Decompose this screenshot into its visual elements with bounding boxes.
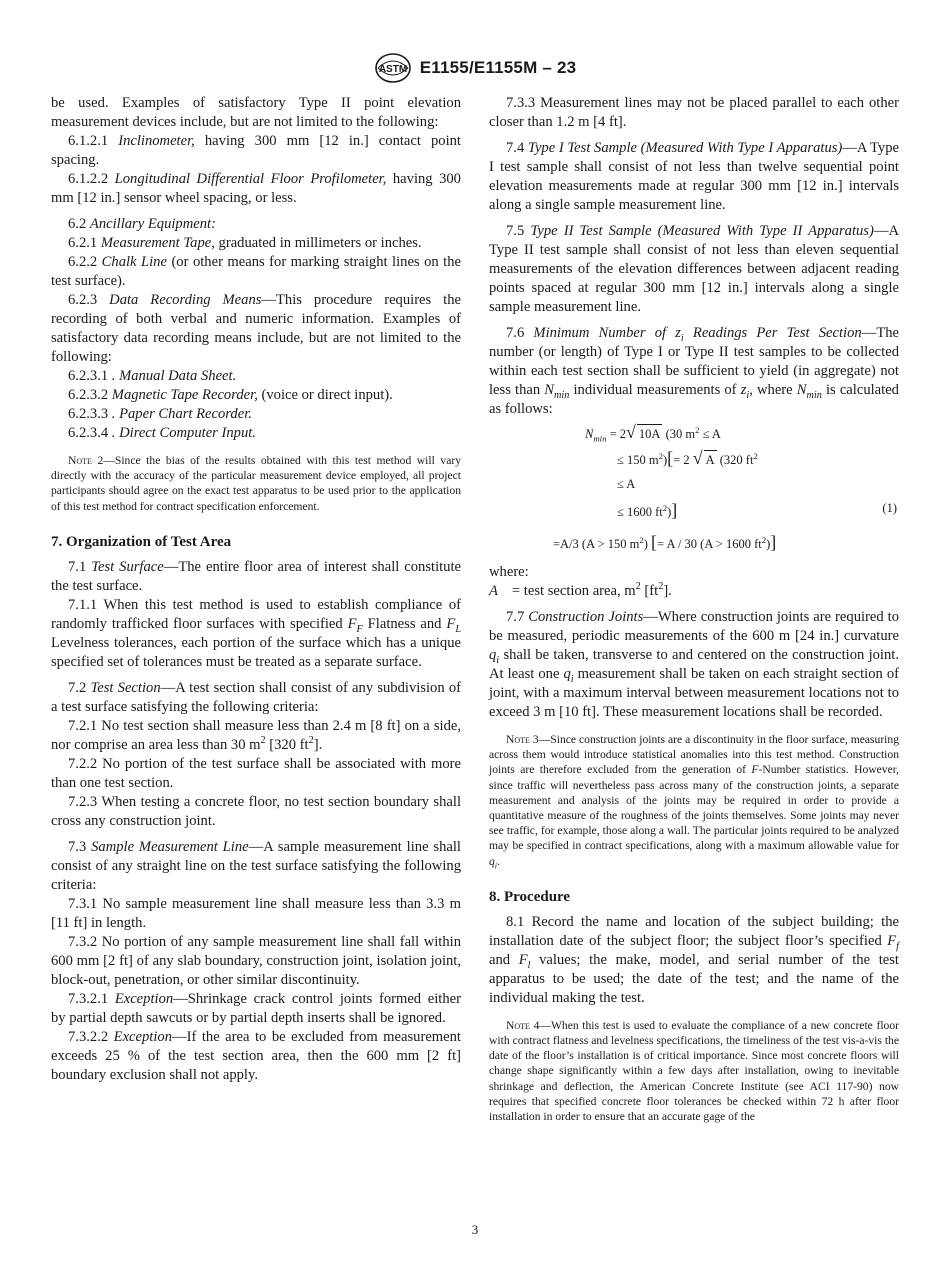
note-label: Note 2 <box>68 454 104 467</box>
section-text: —A sample measurement line shall consist of any straight line on the test surface satisfying the following criteria: <box>51 838 461 893</box>
text-run: ) <box>766 537 771 551</box>
section-text: having 300 mm [12 in.] sensor wheel spacing, or less. <box>51 171 461 206</box>
subscript: min <box>593 433 607 444</box>
subscript: F <box>356 623 363 635</box>
section-number: 6.2.3.2 <box>68 387 109 403</box>
section-number: 6.2.2 <box>68 254 98 270</box>
note-4 <box>489 1018 899 1124</box>
text-run: shall be taken, transverse to and centered on the construction joint. At least one <box>489 647 899 682</box>
section-heading-8: 8. Procedure <box>489 888 571 905</box>
text-run: is calculated as follows: <box>489 382 899 417</box>
astm-logo-text: ASTM <box>378 64 407 75</box>
astm-logo-icon <box>374 52 412 84</box>
where-definition <box>489 582 899 601</box>
section-title: Construction Joints <box>528 609 644 625</box>
section-title: Exception <box>113 1028 173 1045</box>
section-7-6 <box>489 324 899 419</box>
section-7-2-3: 7.2.3 When testing a concrete floor, no test section boundary shall cross any construction joint. <box>51 793 461 829</box>
note-3 <box>489 732 899 869</box>
note-text: —Since construction joints are a discontinuity in the floor surface, measuring across them would introduce statistical anomalies into this test method. Construction joints are therefore excluded from the generation of <box>489 733 899 777</box>
page-header <box>0 52 950 84</box>
section-number: 6.2 <box>68 216 87 232</box>
text-run: = 2 <box>673 453 690 467</box>
superscript: 2 <box>658 450 663 461</box>
equation-line-1 <box>585 423 721 444</box>
section-7-1-1 <box>51 596 461 672</box>
text-run: Flatness and <box>362 615 447 632</box>
subscript: L <box>455 623 461 635</box>
section-7-3-2-1 <box>51 990 461 1028</box>
section-6-1-2-1 <box>51 132 461 170</box>
text-run: 7.1.1 When this test method is used to establish compliance of randomly trafficked floor surfaces with specified <box>51 596 461 632</box>
section-title: Data Recording Means <box>109 292 262 308</box>
section-number: 7.1 <box>68 558 87 575</box>
text-run: measurement shall be taken on each straight section of joint, with a maximum interval between measurement locations not to exceed 3 m [10 ft]. These measurement locations shall be recorded. <box>489 666 899 720</box>
note-text: . <box>497 854 500 868</box>
section-text: —A test section shall consist of any subdivision of a test surface satisfying the following criteria: <box>51 679 461 715</box>
section-7-7 <box>489 608 899 722</box>
symbol: F <box>887 932 897 949</box>
page-number: 3 <box>471 1222 479 1237</box>
symbol: N <box>796 382 807 398</box>
section-6-2-3-4 <box>51 424 461 443</box>
section-title: Longitudinal Differential Floor Profilometer, <box>114 171 387 187</box>
symbol: N <box>544 382 555 398</box>
bracket: ] <box>671 500 678 520</box>
section-6-2-3 <box>51 291 461 367</box>
section-text: —A Type I test sample shall consist of not less than twelve sequential point elevation measurements made at regular 300 mm [12 in.] intervals along a single sample measurement line. <box>489 140 899 213</box>
radical-sign-icon: √ <box>692 448 703 468</box>
text-run: and <box>489 951 519 968</box>
text-run: ≤ A <box>699 427 721 441</box>
subscript: min <box>554 389 570 401</box>
text-run: —The number (or length) of Type I or Type II test samples to be collected within each test section shall be sufficient to yield (in aggregate) not less than <box>489 325 900 398</box>
section-number: 6.1.2.2 <box>68 171 109 187</box>
section-text: —This procedure requires the recording of both verbal and numeric information. Examples of satisfactory data recording means include, but are not limited to the following: <box>51 292 462 365</box>
section-number: 6.2.3.1 <box>68 368 109 384</box>
text-run: = 2 <box>606 427 627 441</box>
equation-number: (1) <box>882 501 897 515</box>
equation-line-5 <box>553 533 776 554</box>
note-text: —Since the bias of the results obtained with this test method will vary directly with the accuracy of the particular measurement device employed, all project participants should agree on the exact test apparatus to be used prior to the application of this test method for contract specification enforcement. <box>51 454 462 513</box>
section-6-2 <box>51 215 461 234</box>
superscript: 2 <box>308 734 314 746</box>
section-6-2-3-2 <box>51 386 461 405</box>
section-text: —Shrinkage crack control joints formed either by partial depth sawcuts or by partial depth inserts shall be ignored. <box>51 990 461 1026</box>
note-text: —When this test is used to evaluate the compliance of a new concrete floor with contract flatness and levelness specifications, the timeliness of the test vis-a-vis the date of the floor’s installation is of critical importance. Since most concrete floors will change shape significantly within a few days after installation, owing to inevitable shrinkage and deflection, the American Concrete Institute (see ACI 117-90) now requires that specified concrete floor tolerances be checked within 72 h after floor installation in order to ensure that an accurate gage of the <box>489 1018 899 1124</box>
superscript: 2 <box>761 534 767 545</box>
subscript: i <box>570 673 574 685</box>
section-title: Test Surface <box>91 558 164 575</box>
text-run: (30 m <box>662 427 696 441</box>
section-text: —If the area to be excluded from measurement exceeds 25 % of the test section area, then the 600 mm [2 ft] boundary exclusion shall not apply. <box>51 1028 461 1083</box>
text-run: =A/3 (A > 150 m <box>553 537 640 551</box>
subscript: i <box>746 389 750 401</box>
left-column <box>51 94 461 1085</box>
symbol: F <box>518 951 528 968</box>
section-title: Measurement Tape, <box>100 235 215 251</box>
right-column <box>489 94 899 1124</box>
section-8-1 <box>489 913 899 1008</box>
section-number: 7.7 <box>506 609 525 625</box>
superscript: 2 <box>260 734 266 746</box>
section-title: Inclinometer, <box>118 133 195 149</box>
section-6-2-1 <box>51 234 461 253</box>
section-7-1 <box>51 558 461 596</box>
text-run: ]. <box>313 736 323 753</box>
section-number: 6.2.3.3 <box>68 406 109 422</box>
symbol: F <box>751 763 759 777</box>
section-title: Magnetic Tape Recorder, <box>111 387 258 403</box>
radicand: 10A <box>637 424 663 444</box>
text-run: ≤ 1600 ft <box>617 505 663 519</box>
text-run: Levelness tolerances, each portion of the surface which has a unique specified set of tolerances must be treated as a separate surface. <box>51 634 461 670</box>
section-7-2-2: 7.2.2 No portion of the test surface shall be associated with more than one test section. <box>51 755 461 791</box>
section-text: (voice or direct input). <box>257 387 393 403</box>
section-number: 6.2.1 <box>68 235 98 251</box>
section-7-2 <box>51 679 461 717</box>
section-title: Minimum Number of <box>533 325 676 341</box>
paragraph-continued: be used. Examples of satisfactory Type II point elevation measurement devices include, but are not limited to the following: <box>51 95 461 130</box>
section-number: 7.3.2.2 <box>68 1028 109 1045</box>
subscript: i <box>680 332 684 344</box>
equation-1 <box>489 423 899 563</box>
text-run: ]. <box>663 583 672 599</box>
section-title: Type I Test Sample (Measured With Type I Apparatus) <box>527 140 843 156</box>
definition-text <box>512 582 672 601</box>
text-run: , where <box>749 382 797 398</box>
section-title: Test Section <box>90 679 161 696</box>
section-7-4 <box>489 139 899 215</box>
symbol: z <box>675 325 681 341</box>
section-number: 6.2.3 <box>68 292 98 308</box>
superscript: 2 <box>658 581 664 593</box>
section-title: Type II Test Sample (Measured With Type II Apparatus) <box>530 223 874 239</box>
superscript: 2 <box>662 502 668 513</box>
section-number: 7.5 <box>506 223 525 239</box>
superscript: 2 <box>695 424 700 435</box>
where-label: where: <box>489 564 529 580</box>
symbol: F <box>446 615 456 632</box>
section-number: 7.3 <box>68 838 87 855</box>
symbol: A <box>489 583 498 599</box>
symbol: z <box>740 382 747 398</box>
bracket: [ <box>667 448 674 468</box>
subscript: l <box>527 959 531 971</box>
section-heading-7: 7. Organization of Test Area <box>51 533 232 550</box>
radicand: A <box>704 450 717 470</box>
subscript: i <box>496 654 500 666</box>
section-number: 7.2 <box>68 679 87 696</box>
symbol: F <box>347 615 357 632</box>
text-run: (320 ft <box>716 453 754 467</box>
section-text: —The entire floor area of interest shall constitute the test surface. <box>51 558 462 594</box>
text-run: = A / 30 (A > 1600 ft <box>657 537 762 551</box>
section-text: having 300 mm [12 in.] contact point spacing. <box>51 133 461 168</box>
text-run: ≤ 150 m <box>617 453 659 467</box>
text-run: [ft <box>640 583 659 599</box>
section-title: Chalk Line <box>101 254 167 270</box>
section-number: 6.2.3.4 <box>68 425 109 441</box>
section-title: . Paper Chart Recorder. <box>111 406 252 422</box>
subscript: f <box>896 940 899 952</box>
superscript: 2 <box>753 450 758 461</box>
text-run: [320 ft <box>265 736 309 753</box>
note-text: -Number statistics. However, since traffic will nevertheless pass across many of the construction joints, a separate measurement and analysis of the joints may be required in order to provide a quantitative measure of the roughness of the joints themselves. Some joints may never see traffic, for example, those along a wall. The particular joints required to be analyzed may be specified in contract specifications, along with a maximum allowable value for <box>489 763 900 853</box>
section-7-2-1 <box>51 717 461 755</box>
text-run: ) <box>662 453 668 467</box>
section-6-2-3-3 <box>51 405 461 424</box>
note-label: Note 3 <box>506 733 539 746</box>
section-7-3-1: 7.3.1 No sample measurement line shall measure less than 3.3 m [11 ft] in length. <box>51 895 461 931</box>
section-text: graduated in millimeters or inches. <box>214 235 422 251</box>
bracket: [ <box>651 532 657 552</box>
note-2 <box>51 453 461 514</box>
section-7-3 <box>51 838 461 895</box>
equation-line-2 <box>617 449 758 470</box>
superscript: 2 <box>635 581 641 593</box>
section-6-2-2 <box>51 253 461 291</box>
section-title: Exception <box>114 990 174 1007</box>
section-text: (or other means for marking straight lines on the test surface). <box>51 254 461 289</box>
superscript: 2 <box>639 534 644 545</box>
subscript: i <box>494 860 498 870</box>
section-title: Ancillary Equipment: <box>89 216 216 232</box>
text-run: 8.1 Record the name and location of the subject building; the installation date of the subject floor; the subject floor’s specified <box>489 913 899 949</box>
symbol: q <box>563 666 571 682</box>
section-7-3-2: 7.3.2 No portion of any sample measurement line shall fall within 600 mm [2 ft] of any slab boundary, construction joint, isolation joint, block-out, penetration, or other similar discontinuity. <box>51 933 461 988</box>
text-run: = test section area, m <box>511 583 636 599</box>
section-number: 6.1.2.1 <box>68 133 109 149</box>
symbol: q <box>489 647 497 663</box>
section-title: Sample Measurement Line <box>91 838 249 855</box>
section-7-5 <box>489 222 899 317</box>
equation-line-3: ≤ A <box>617 477 636 491</box>
text-run: —Where construction joints are required to be measured, periodic measurements of the 600 m [24 in.] curvature <box>489 609 900 644</box>
note-label: Note 4 <box>506 1018 540 1032</box>
section-title: Readings Per Test Section <box>683 325 862 341</box>
text-run: 7.2.1 No test section shall measure less than 2.4 m [8 ft] on a side, nor comprise an area less than 30 m <box>51 717 461 753</box>
text-run: ) <box>643 537 651 551</box>
document-designation: E1155/E1155M – 23 <box>419 58 577 77</box>
symbol: q <box>489 854 495 868</box>
bracket: ] <box>770 532 777 552</box>
symbol: N <box>585 427 594 441</box>
section-text: —A Type II test sample shall consist of not less than eleven sequential measurements of the elevation differences between adjacent reading points spaced at regular 300 mm [12 in.] intervals along a single sample measurement line. <box>489 223 899 315</box>
text-run: individual measurements of <box>569 382 741 398</box>
section-7-3-3: 7.3.3 Measurement lines may not be placed parallel to each other closer than 1.2 m [4 ft]. <box>489 95 899 130</box>
equation-line-4 <box>617 501 677 522</box>
radical-sign-icon: √ <box>626 422 636 442</box>
text-run: values; the make, model, and serial number of the test apparatus to be used; the date of the test; and the name of the individual making the test. <box>489 951 899 1006</box>
section-6-2-3-1 <box>51 367 461 386</box>
section-6-1-2-2 <box>51 170 461 208</box>
section-7-3-2-2 <box>51 1028 461 1085</box>
text-run: ) <box>667 505 672 519</box>
section-number: 7.4 <box>506 140 525 156</box>
subscript: min <box>806 389 822 401</box>
section-title: . Direct Computer Input. <box>111 425 256 441</box>
section-number: 7.3.2.1 <box>68 990 109 1007</box>
section-number: 7.6 <box>506 325 525 341</box>
section-title: . Manual Data Sheet. <box>111 368 237 384</box>
